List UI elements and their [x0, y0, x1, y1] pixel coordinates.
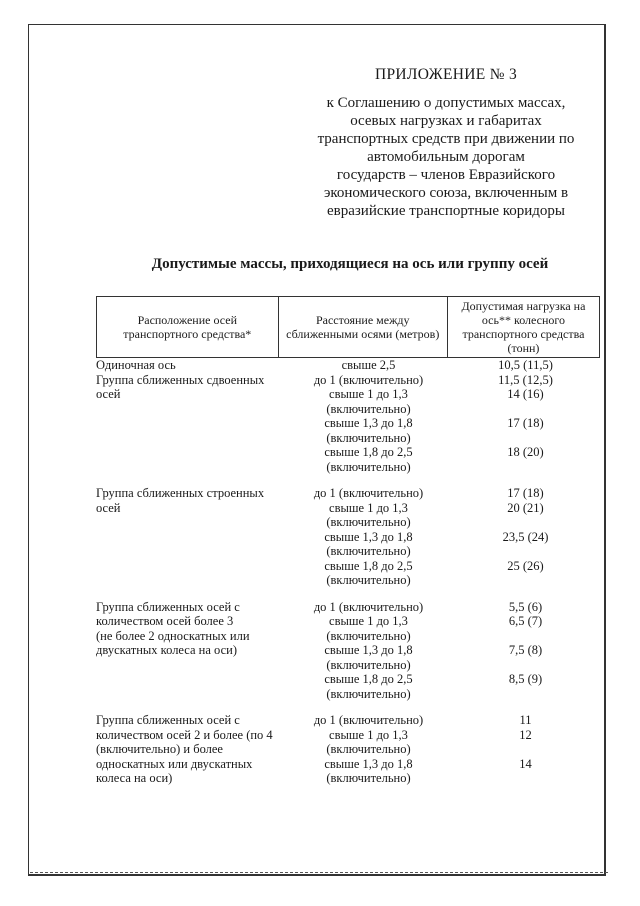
axle-layout-cell: Одиночная ось: [96, 358, 176, 372]
allowed-load-cell: [451, 460, 600, 475]
allowed-load-cell: 8,5 (9): [508, 672, 543, 686]
axle-distance-cell: свыше 1 до 1,3: [329, 500, 408, 515]
axle-distance-cell: (включительно): [326, 544, 411, 558]
axle-distance-cell: свыше 1,3 до 1,8: [324, 529, 413, 544]
allowed-load-cell: 12: [519, 727, 532, 742]
allowed-load-cell: 11: [519, 713, 532, 727]
allowed-load-cell: [451, 629, 600, 644]
axle-layout-cell: [96, 559, 286, 574]
axle-layout-cell: [96, 530, 286, 545]
axle-distance-cell: свыше 1,3 до 1,8: [324, 756, 413, 771]
allowed-load-cell: 17 (18): [507, 486, 544, 500]
axle-layout-cell: Группа сближенных осей с: [96, 713, 240, 727]
axle-distance-cell: свыше 1,8 до 2,5: [324, 672, 413, 686]
axle-distance-cell: до 1 (включительно): [313, 372, 424, 387]
allowed-load-cell: 17 (18): [507, 416, 544, 430]
axle-layout-cell: Группа сближенных осей с: [96, 599, 240, 614]
table-header: [96, 296, 600, 358]
axle-layout-cell: (не более 2 односкатных или: [96, 628, 250, 643]
allowed-load-cell: 7,5 (8): [508, 643, 543, 657]
column-header-axle-distance: Расстояние между сближенными осями (метров): [278, 297, 447, 358]
axle-distance-cell: свыше 2,5: [341, 358, 396, 372]
axle-layout-cell: [96, 515, 286, 530]
axle-layout-cell: [96, 460, 286, 475]
table-row: [96, 515, 600, 530]
table-row: [96, 742, 600, 757]
table-row: [96, 460, 600, 475]
axle-layout-cell: [96, 658, 286, 673]
axle-layout-cell: Группа сближенных строенных: [96, 486, 265, 500]
table-row: [96, 573, 600, 588]
header-line: к Соглашению о допустимых массах,: [326, 95, 566, 111]
axle-layout-cell: односкатных или двускатных: [96, 756, 253, 771]
axle-distance-cell: (включительно): [326, 515, 411, 529]
appendix-title: ПРИЛОЖЕНИЕ № 3: [374, 66, 518, 83]
table-row: [96, 544, 600, 559]
allowed-load-cell: [451, 515, 600, 530]
axle-layout-cell: [96, 687, 286, 702]
axle-layout-cell: [96, 445, 286, 460]
axle-distance-cell: свыше 1 до 1,3: [329, 387, 408, 401]
table-body: [96, 358, 600, 786]
allowed-load-cell: 11,5 (12,5): [498, 372, 553, 387]
table-row: [96, 402, 600, 417]
allowed-load-cell: [451, 771, 600, 786]
table-row: [96, 416, 600, 431]
table-row: [96, 387, 600, 402]
axle-distance-cell: (включительно): [326, 657, 411, 672]
allowed-load-cell: 20 (21): [507, 500, 544, 515]
allowed-load-cell: 10,5 (11,5): [498, 358, 553, 372]
allowed-load-cell: 14: [519, 756, 532, 771]
table-row: [96, 431, 600, 446]
axle-distance-cell: свыше 1 до 1,3: [329, 614, 408, 628]
appendix-header: [296, 66, 596, 220]
axle-distance-cell: (включительно): [326, 742, 411, 756]
table-row: [96, 501, 600, 516]
column-header-allowed-load: Допустимая нагрузка на ось** колесного транспортного средства (тонн): [447, 297, 599, 358]
page-border-bottom: [30, 872, 608, 876]
column-header-axle-layout: Расположение осей транспортного средства*: [97, 297, 279, 358]
table-row: [96, 771, 600, 786]
allowed-load-cell: 18 (20): [507, 445, 544, 459]
header-line: транспортных средств при движении по: [317, 131, 575, 147]
axle-layout-cell: осей: [96, 387, 121, 401]
table-row: [96, 658, 600, 673]
axle-layout-cell: [96, 402, 286, 417]
allowed-load-cell: 25 (26): [507, 558, 544, 573]
document-title: Допустимые массы, приходящиеся на ось или группу осей: [151, 256, 549, 272]
header-line: евразийские транспортные коридоры: [326, 203, 565, 219]
allowed-load-cell: 5,5 (6): [508, 599, 543, 614]
table-row: [96, 629, 600, 644]
table-row: [96, 757, 600, 772]
table-row: [96, 687, 600, 702]
table-row: [96, 559, 600, 574]
axle-layout-cell: количеством осей более 3: [96, 614, 234, 628]
axle-distance-cell: (включительно): [326, 459, 411, 474]
allowed-load-cell: 6,5 (7): [508, 614, 543, 628]
axle-distance-cell: до 1 (включительно): [313, 713, 424, 727]
axle-layout-cell: [96, 416, 286, 431]
axle-distance-cell: до 1 (включительно): [313, 599, 424, 614]
axle-distance-cell: свыше 1,3 до 1,8: [324, 643, 413, 657]
group-spacer: [96, 701, 600, 713]
axle-layout-cell: [96, 573, 286, 588]
group-spacer: [96, 474, 600, 486]
axle-layout-cell: [96, 672, 286, 687]
table-row: [96, 672, 600, 687]
axle-distance-cell: (включительно): [326, 628, 411, 643]
allowed-load-cell: [451, 544, 600, 559]
table-row: [96, 373, 600, 388]
allowed-load-cell: 23,5 (24): [502, 529, 549, 544]
allowed-load-cell: [451, 573, 600, 588]
table-row: [96, 643, 600, 658]
axle-distance-cell: (включительно): [326, 430, 411, 445]
table-row: [96, 530, 600, 545]
axle-distance-cell: свыше 1,8 до 2,5: [324, 558, 413, 573]
allowed-load-cell: [451, 402, 600, 417]
axle-layout-cell: количеством осей 2 и более (по 4: [96, 727, 273, 742]
table-row: [96, 614, 600, 629]
axle-layout-cell: [96, 544, 286, 559]
axle-distance-cell: (включительно): [326, 401, 411, 416]
header-line: экономического союза, включенным в: [323, 185, 569, 201]
header-line: государств – членов Евразийского: [336, 167, 556, 183]
axle-layout-cell: осей: [96, 500, 121, 515]
allowed-load-cell: 14 (16): [507, 387, 544, 401]
axle-layout-cell: двускатных колеса на оси): [96, 643, 237, 657]
axle-distance-cell: до 1 (включительно): [313, 486, 424, 500]
axle-distance-cell: свыше 1,3 до 1,8: [324, 416, 413, 430]
axle-layout-cell: (включительно) и более: [96, 742, 223, 756]
header-line: автомобильным дорогам: [367, 149, 525, 165]
table-row: [96, 713, 600, 728]
table-row: [96, 486, 600, 501]
axle-layout-cell: колеса на оси): [96, 771, 173, 785]
group-spacer: [96, 588, 600, 600]
axle-distance-cell: (включительно): [326, 573, 411, 587]
table-row: [96, 728, 600, 743]
axle-distance-cell: свыше 1 до 1,3: [329, 727, 408, 742]
allowed-load-cell: [451, 431, 600, 446]
allowed-load-cell: [451, 742, 600, 757]
axle-layout-cell: Группа сближенных сдвоенных: [96, 372, 265, 387]
allowed-load-cell: [451, 658, 600, 673]
allowed-load-cell: [451, 687, 600, 702]
axle-distance-cell: (включительно): [326, 771, 411, 785]
table-row: [96, 445, 600, 460]
axle-distance-cell: (включительно): [326, 686, 411, 701]
header-line: осевых нагрузках и габаритах: [350, 113, 542, 129]
table-row: [96, 358, 600, 373]
axle-layout-cell: [96, 431, 286, 446]
axle-distance-cell: свыше 1,8 до 2,5: [324, 445, 413, 459]
table-row: [96, 600, 600, 615]
